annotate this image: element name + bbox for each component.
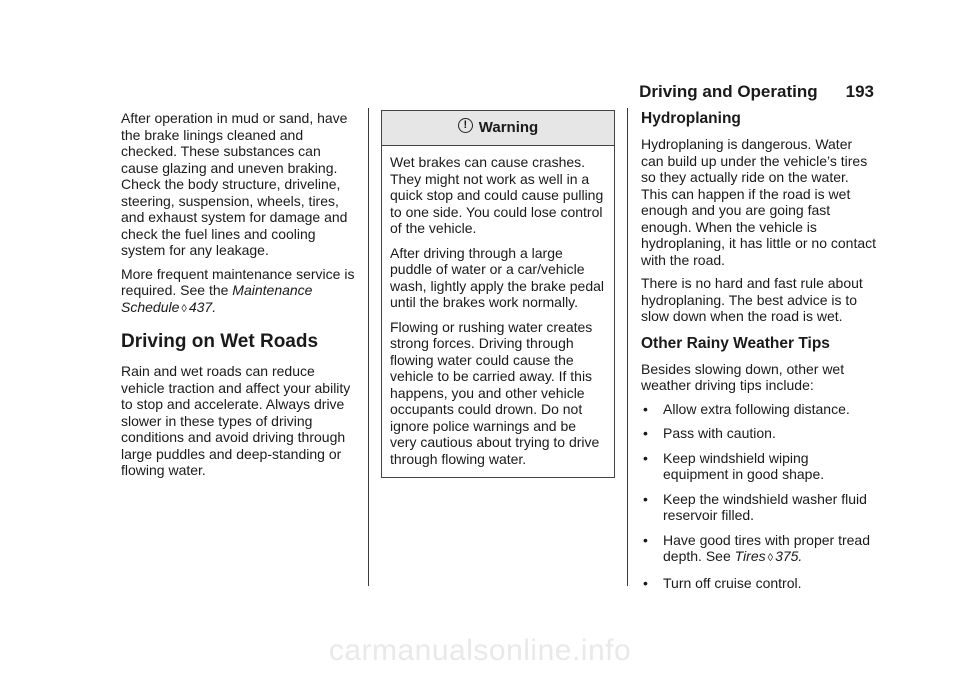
column-left bbox=[121, 110, 357, 486]
bullet-icon: • bbox=[643, 574, 648, 591]
list-item bbox=[641, 532, 877, 567]
paragraph-tips-intro: Besides slowing down, other wet weather driving tips include: bbox=[641, 360, 845, 393]
list-item bbox=[641, 425, 877, 442]
tip-text: Have good tires with proper tread depth. See bbox=[663, 531, 870, 564]
page-ref-icon: ◊ bbox=[181, 302, 187, 315]
warning-header bbox=[382, 111, 614, 146]
warning-icon: ! bbox=[458, 118, 473, 133]
tip-text: Keep the windshield washer fluid reservoir filled. bbox=[663, 490, 867, 523]
heading-hydroplaning: Hydroplaning bbox=[641, 110, 741, 127]
warning-box bbox=[381, 110, 615, 478]
tip-text: Allow extra following distance. bbox=[663, 400, 850, 417]
column-middle bbox=[381, 110, 615, 478]
bullet-icon: • bbox=[643, 449, 648, 466]
heading-wet-roads: Driving on Wet Roads bbox=[121, 331, 319, 352]
list-item bbox=[641, 575, 877, 592]
maintenance-text: More frequent maintenance service is required. See the bbox=[121, 265, 355, 298]
tires-link[interactable]: Tires ◊ 375. bbox=[734, 548, 803, 564]
maintenance-link-label: Maintenance Schedule bbox=[121, 282, 313, 315]
tips-list bbox=[641, 401, 877, 592]
list-item bbox=[641, 450, 877, 483]
maintenance-schedule-link[interactable]: Maintenance Schedule ◊ 437. bbox=[121, 282, 313, 315]
heading-rainy-tips: Other Rainy Weather Tips bbox=[641, 334, 830, 352]
warning-paragraph-2: After driving through a large puddle of water or a car/vehicle wash, lightly apply the brake pedal until the brakes work normally. bbox=[390, 244, 605, 310]
bullet-icon: • bbox=[643, 425, 648, 441]
bullet-icon: • bbox=[643, 531, 648, 548]
column-divider-2 bbox=[627, 108, 628, 586]
warning-title: Warning bbox=[478, 118, 539, 136]
tires-page-ref: 375 bbox=[775, 548, 799, 564]
paragraph-maintenance bbox=[121, 266, 357, 318]
section-title: Driving and Operating bbox=[639, 82, 818, 101]
warning-body bbox=[382, 146, 614, 477]
tip-text: Pass with caution. bbox=[663, 425, 776, 441]
bullet-icon: • bbox=[643, 490, 648, 507]
paragraph-mud-sand: After operation in mud or sand, have the brake linings cleaned and checked. These substances can cause glazing and uneven braking. Check the body structure, driveline, steering, suspension, wheels, tires, and exhaust system for damage and check the fuel lines and cooling system for any leakage. bbox=[121, 110, 348, 258]
paragraph-wet-roads: Rain and wet roads can reduce vehicle traction and affect your ability to stop and accelerate. Always drive slower in these types of driving conditions and avoid driving through large puddles and deep-standing or flowing water. bbox=[121, 363, 351, 478]
maintenance-page-ref: 437 bbox=[188, 298, 213, 315]
warning-paragraph-3: Flowing or rushing water creates strong forces. Driving through flowing water could cause the vehicle to be carried away. If this happens, you and other vehicle occupants could drown. Do not ignore police warnings and be very cautious about trying to drive through flowing water. bbox=[390, 318, 600, 467]
warning-paragraph-1: Wet brakes can cause crashes. They might not work as well in a quick stop and could cause pulling to one side. You could lose control of the vehicle. bbox=[390, 154, 604, 236]
tip-text: Keep windshield wiping equipment in good shape. bbox=[663, 449, 825, 482]
tires-link-label: Tires bbox=[734, 548, 766, 564]
paragraph-hydroplaning: Hydroplaning is dangerous. Water can build up under the vehicle’s tires so they actually ride on the water. This can happen if the road is wet enough and you are going fast enough. When the vehicle is hydroplaning, it has little or no contact with the road. bbox=[641, 136, 877, 268]
page-header bbox=[639, 82, 874, 102]
tip-text: Turn off cruise control. bbox=[663, 574, 802, 591]
watermark: carmanualsonline.info bbox=[328, 634, 632, 667]
page-ref-icon: ◊ bbox=[767, 552, 774, 564]
column-right bbox=[641, 110, 877, 599]
list-item bbox=[641, 491, 877, 524]
column-divider-1 bbox=[368, 108, 369, 586]
bullet-icon: • bbox=[643, 400, 648, 417]
page-number: 193 bbox=[845, 82, 874, 101]
paragraph-hydroplaning-advice: There is no hard and fast rule about hydroplaning. The best advice is to slow down when the road is wet. bbox=[641, 275, 863, 324]
list-item bbox=[641, 401, 877, 418]
